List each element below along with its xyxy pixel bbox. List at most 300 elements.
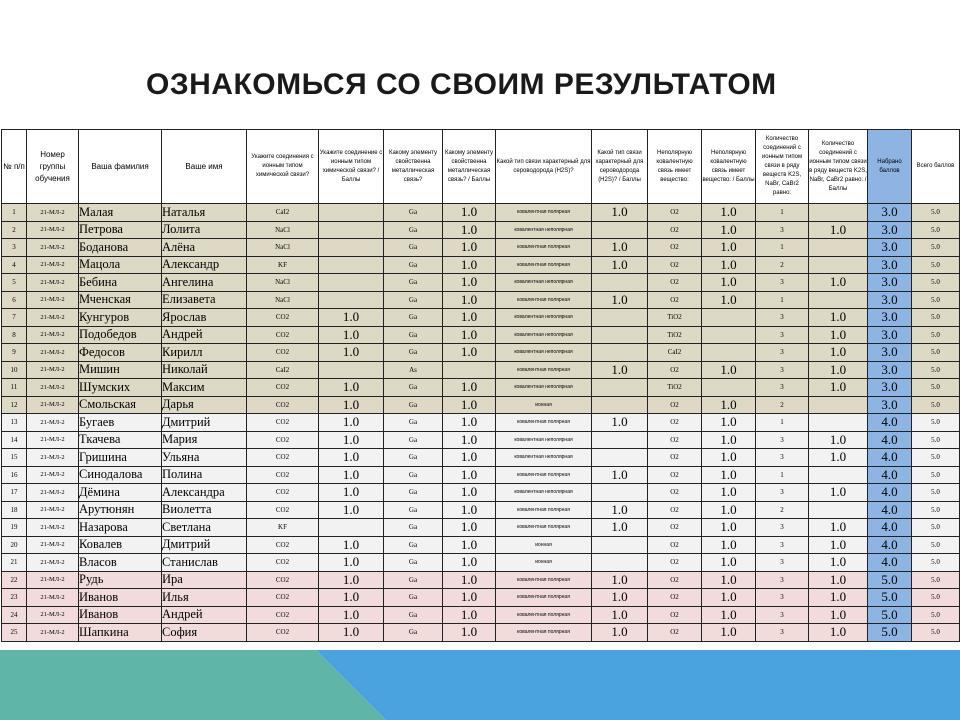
last-name-cell: Федосов bbox=[79, 344, 162, 362]
score-ionic-count-cell: 1.0 bbox=[809, 221, 868, 239]
answer-ionic-compound-cell: CO2 bbox=[247, 414, 319, 432]
answer-nonpolar-substance-cell: TiO2 bbox=[648, 309, 702, 327]
group-number-cell: 21-МЛ-2 bbox=[27, 624, 79, 642]
answer-ionic-compound-cell: CO2 bbox=[247, 554, 319, 572]
score-ionic-count-cell: 1.0 bbox=[809, 484, 868, 502]
table-row bbox=[2, 379, 960, 397]
max-score-cell: 5.0 bbox=[912, 379, 960, 397]
score-h2s-bond-cell: 1.0 bbox=[592, 624, 648, 642]
answer-ionic-compound-cell: CO2 bbox=[247, 571, 319, 589]
answer-ionic-compound-cell: CO2 bbox=[247, 379, 319, 397]
answer-ionic-count-cell: 3 bbox=[756, 589, 809, 607]
score-ionic-compound-cell bbox=[319, 291, 384, 309]
score-metallic-element-cell: 1.0 bbox=[443, 344, 496, 362]
table-row bbox=[2, 204, 960, 222]
answer-nonpolar-substance-cell: O2 bbox=[648, 396, 702, 414]
table-header-row bbox=[2, 130, 960, 204]
score-h2s-bond-cell bbox=[592, 309, 648, 327]
first-name-cell: Виолетта bbox=[162, 501, 247, 519]
score-ionic-compound-cell: 1.0 bbox=[319, 326, 384, 344]
answer-metallic-element-cell: Ga bbox=[384, 519, 443, 537]
answer-nonpolar-substance-cell: O2 bbox=[648, 414, 702, 432]
answer-metallic-element-cell: Ga bbox=[384, 256, 443, 274]
answer-metallic-element-cell: Ga bbox=[384, 449, 443, 467]
score-metallic-element-cell: 1.0 bbox=[443, 571, 496, 589]
group-number-cell: 21-МЛ-2 bbox=[27, 309, 79, 327]
score-metallic-element-cell: 1.0 bbox=[443, 396, 496, 414]
answer-ionic-count-cell: 3 bbox=[756, 274, 809, 292]
score-metallic-element-cell bbox=[443, 361, 496, 379]
answer-nonpolar-substance-cell: CaI2 bbox=[648, 344, 702, 362]
answer-h2s-bond-cell: ковалентная полярная bbox=[496, 361, 592, 379]
score-metallic-element-cell: 1.0 bbox=[443, 536, 496, 554]
answer-nonpolar-substance-cell: O2 bbox=[648, 449, 702, 467]
score-h2s-bond-cell bbox=[592, 431, 648, 449]
score-h2s-bond-cell: 1.0 bbox=[592, 361, 648, 379]
last-name-cell: Арутюнян bbox=[79, 501, 162, 519]
answer-nonpolar-substance-cell: O2 bbox=[648, 536, 702, 554]
row-number-cell: 16 bbox=[2, 466, 27, 484]
last-name-cell: Власов bbox=[79, 554, 162, 572]
table-row bbox=[2, 291, 960, 309]
header-cell: Какому элементу свойственна металлическая связь? bbox=[384, 130, 443, 204]
max-score-cell: 5.0 bbox=[912, 221, 960, 239]
score-metallic-element-cell: 1.0 bbox=[443, 624, 496, 642]
last-name-cell: Подобедов bbox=[79, 326, 162, 344]
last-name-cell: Дёмина bbox=[79, 484, 162, 502]
row-number-cell: 14 bbox=[2, 431, 27, 449]
score-ionic-count-cell: 1.0 bbox=[809, 431, 868, 449]
group-number-cell: 21-МЛ-2 bbox=[27, 571, 79, 589]
header-cell: Какому элементу свойственна металлическая связь? / Баллы bbox=[443, 130, 496, 204]
answer-ionic-compound-cell: CO2 bbox=[247, 466, 319, 484]
answer-nonpolar-substance-cell: O2 bbox=[648, 256, 702, 274]
total-score-cell: 4.0 bbox=[868, 466, 912, 484]
group-number-cell: 21-МЛ-2 bbox=[27, 221, 79, 239]
score-ionic-compound-cell: 1.0 bbox=[319, 571, 384, 589]
answer-metallic-element-cell: Ga bbox=[384, 466, 443, 484]
score-nonpolar-substance-cell bbox=[702, 326, 756, 344]
score-ionic-compound-cell: 1.0 bbox=[319, 431, 384, 449]
total-score-cell: 4.0 bbox=[868, 484, 912, 502]
first-name-cell: Алёна bbox=[162, 239, 247, 257]
max-score-cell: 5.0 bbox=[912, 309, 960, 327]
answer-ionic-count-cell: 1 bbox=[756, 239, 809, 257]
score-ionic-count-cell: 1.0 bbox=[809, 326, 868, 344]
answer-h2s-bond-cell: ковалентная неполярная bbox=[496, 221, 592, 239]
answer-ionic-count-cell: 3 bbox=[756, 571, 809, 589]
score-h2s-bond-cell bbox=[592, 536, 648, 554]
answer-ionic-compound-cell: CaI2 bbox=[247, 204, 319, 222]
answer-ionic-compound-cell: CO2 bbox=[247, 326, 319, 344]
score-metallic-element-cell: 1.0 bbox=[443, 309, 496, 327]
answer-h2s-bond-cell: ковалентная полярная bbox=[496, 291, 592, 309]
answer-h2s-bond-cell: ковалентная неполярная bbox=[496, 309, 592, 327]
score-ionic-compound-cell: 1.0 bbox=[319, 554, 384, 572]
last-name-cell: Шапкина bbox=[79, 624, 162, 642]
score-ionic-count-cell bbox=[809, 466, 868, 484]
score-ionic-count-cell bbox=[809, 501, 868, 519]
answer-ionic-compound-cell: NaCl bbox=[247, 221, 319, 239]
score-h2s-bond-cell: 1.0 bbox=[592, 519, 648, 537]
score-ionic-count-cell bbox=[809, 239, 868, 257]
total-score-cell: 3.0 bbox=[868, 239, 912, 257]
score-metallic-element-cell: 1.0 bbox=[443, 606, 496, 624]
row-number-cell: 4 bbox=[2, 256, 27, 274]
max-score-cell: 5.0 bbox=[912, 256, 960, 274]
answer-ionic-count-cell: 1 bbox=[756, 204, 809, 222]
score-h2s-bond-cell bbox=[592, 554, 648, 572]
answer-ionic-compound-cell: CO2 bbox=[247, 309, 319, 327]
total-score-cell: 4.0 bbox=[868, 501, 912, 519]
answer-ionic-count-cell: 3 bbox=[756, 379, 809, 397]
last-name-cell: Боданова bbox=[79, 239, 162, 257]
answer-nonpolar-substance-cell: O2 bbox=[648, 431, 702, 449]
first-name-cell: Светлана bbox=[162, 519, 247, 537]
table-row bbox=[2, 606, 960, 624]
max-score-cell: 5.0 bbox=[912, 624, 960, 642]
answer-metallic-element-cell: Ga bbox=[384, 326, 443, 344]
max-score-cell: 5.0 bbox=[912, 239, 960, 257]
total-score-cell: 3.0 bbox=[868, 309, 912, 327]
score-nonpolar-substance-cell: 1.0 bbox=[702, 204, 756, 222]
answer-h2s-bond-cell: ионная bbox=[496, 396, 592, 414]
last-name-cell: Мацола bbox=[79, 256, 162, 274]
answer-nonpolar-substance-cell: O2 bbox=[648, 554, 702, 572]
score-metallic-element-cell: 1.0 bbox=[443, 274, 496, 292]
score-ionic-count-cell: 1.0 bbox=[809, 449, 868, 467]
answer-nonpolar-substance-cell: O2 bbox=[648, 589, 702, 607]
answer-nonpolar-substance-cell: O2 bbox=[648, 466, 702, 484]
score-h2s-bond-cell: 1.0 bbox=[592, 291, 648, 309]
max-score-cell: 5.0 bbox=[912, 274, 960, 292]
score-ionic-count-cell: 1.0 bbox=[809, 309, 868, 327]
table-row bbox=[2, 519, 960, 537]
score-nonpolar-substance-cell: 1.0 bbox=[702, 484, 756, 502]
group-number-cell: 21-МЛ-2 bbox=[27, 484, 79, 502]
score-metallic-element-cell: 1.0 bbox=[443, 379, 496, 397]
total-score-cell: 5.0 bbox=[868, 606, 912, 624]
answer-nonpolar-substance-cell: O2 bbox=[648, 361, 702, 379]
max-score-cell: 5.0 bbox=[912, 484, 960, 502]
header-cell: Количество соединений с ионным типом связи в ряду веществ K2S, NaBr, CaBr2 равно: bbox=[756, 130, 809, 204]
table-row bbox=[2, 571, 960, 589]
answer-ionic-compound-cell: CO2 bbox=[247, 589, 319, 607]
answer-ionic-compound-cell: CO2 bbox=[247, 624, 319, 642]
group-number-cell: 21-МЛ-2 bbox=[27, 326, 79, 344]
score-metallic-element-cell: 1.0 bbox=[443, 554, 496, 572]
score-h2s-bond-cell bbox=[592, 274, 648, 292]
answer-metallic-element-cell: Ga bbox=[384, 536, 443, 554]
group-number-cell: 21-МЛ-2 bbox=[27, 431, 79, 449]
table-row bbox=[2, 449, 960, 467]
first-name-cell: Ира bbox=[162, 571, 247, 589]
first-name-cell: Кирилл bbox=[162, 344, 247, 362]
answer-metallic-element-cell: Ga bbox=[384, 204, 443, 222]
last-name-cell: Рудь bbox=[79, 571, 162, 589]
score-h2s-bond-cell bbox=[592, 326, 648, 344]
group-number-cell: 21-МЛ-2 bbox=[27, 414, 79, 432]
answer-ionic-count-cell: 3 bbox=[756, 361, 809, 379]
first-name-cell: София bbox=[162, 624, 247, 642]
answer-h2s-bond-cell: ионная bbox=[496, 554, 592, 572]
answer-ionic-count-cell: 2 bbox=[756, 256, 809, 274]
answer-nonpolar-substance-cell: O2 bbox=[648, 221, 702, 239]
answer-metallic-element-cell: Ga bbox=[384, 606, 443, 624]
score-h2s-bond-cell: 1.0 bbox=[592, 239, 648, 257]
answer-ionic-count-cell: 2 bbox=[756, 501, 809, 519]
score-ionic-count-cell bbox=[809, 256, 868, 274]
score-nonpolar-substance-cell: 1.0 bbox=[702, 256, 756, 274]
answer-h2s-bond-cell: ковалентная полярная bbox=[496, 204, 592, 222]
total-score-cell: 3.0 bbox=[868, 274, 912, 292]
score-ionic-compound-cell bbox=[319, 361, 384, 379]
table-row bbox=[2, 554, 960, 572]
first-name-cell: Дарья bbox=[162, 396, 247, 414]
header-cell: Укажите соединение с ионным типом химической связи? / Баллы bbox=[319, 130, 384, 204]
score-ionic-compound-cell bbox=[319, 204, 384, 222]
answer-ionic-compound-cell: CaI2 bbox=[247, 361, 319, 379]
answer-h2s-bond-cell: ковалентная неполярная bbox=[496, 344, 592, 362]
answer-ionic-compound-cell: CO2 bbox=[247, 501, 319, 519]
score-metallic-element-cell: 1.0 bbox=[443, 326, 496, 344]
max-score-cell: 5.0 bbox=[912, 449, 960, 467]
row-number-cell: 10 bbox=[2, 361, 27, 379]
group-number-cell: 21-МЛ-2 bbox=[27, 536, 79, 554]
score-nonpolar-substance-cell: 1.0 bbox=[702, 501, 756, 519]
total-score-cell: 4.0 bbox=[868, 519, 912, 537]
score-nonpolar-substance-cell: 1.0 bbox=[702, 536, 756, 554]
answer-nonpolar-substance-cell: O2 bbox=[648, 606, 702, 624]
first-name-cell: Максим bbox=[162, 379, 247, 397]
table-row bbox=[2, 256, 960, 274]
score-nonpolar-substance-cell: 1.0 bbox=[702, 361, 756, 379]
answer-nonpolar-substance-cell: O2 bbox=[648, 291, 702, 309]
score-ionic-count-cell: 1.0 bbox=[809, 624, 868, 642]
answer-ionic-count-cell: 3 bbox=[756, 606, 809, 624]
score-ionic-count-cell: 1.0 bbox=[809, 606, 868, 624]
group-number-cell: 21-МЛ-2 bbox=[27, 554, 79, 572]
answer-ionic-count-cell: 3 bbox=[756, 554, 809, 572]
answer-ionic-compound-cell: NaCl bbox=[247, 239, 319, 257]
answer-nonpolar-substance-cell: O2 bbox=[648, 571, 702, 589]
total-score-cell: 4.0 bbox=[868, 536, 912, 554]
max-score-cell: 5.0 bbox=[912, 344, 960, 362]
first-name-cell: Полина bbox=[162, 466, 247, 484]
max-score-cell: 5.0 bbox=[912, 589, 960, 607]
total-score-cell: 3.0 bbox=[868, 291, 912, 309]
table-row bbox=[2, 466, 960, 484]
first-name-cell: Наталья bbox=[162, 204, 247, 222]
answer-ionic-compound-cell: NaCl bbox=[247, 274, 319, 292]
row-number-cell: 18 bbox=[2, 501, 27, 519]
score-h2s-bond-cell: 1.0 bbox=[592, 204, 648, 222]
first-name-cell: Елизавета bbox=[162, 291, 247, 309]
first-name-cell: Ангелина bbox=[162, 274, 247, 292]
answer-ionic-count-cell: 2 bbox=[756, 396, 809, 414]
group-number-cell: 21-МЛ-2 bbox=[27, 344, 79, 362]
answer-metallic-element-cell: Ga bbox=[384, 554, 443, 572]
group-number-cell: 21-МЛ-2 bbox=[27, 239, 79, 257]
first-name-cell: Мария bbox=[162, 431, 247, 449]
table-row bbox=[2, 221, 960, 239]
score-nonpolar-substance-cell: 1.0 bbox=[702, 554, 756, 572]
answer-nonpolar-substance-cell: O2 bbox=[648, 204, 702, 222]
table-row bbox=[2, 239, 960, 257]
answer-h2s-bond-cell: ковалентная полярная bbox=[496, 414, 592, 432]
score-ionic-count-cell: 1.0 bbox=[809, 554, 868, 572]
last-name-cell: Назарова bbox=[79, 519, 162, 537]
first-name-cell: Александра bbox=[162, 484, 247, 502]
score-h2s-bond-cell: 1.0 bbox=[592, 501, 648, 519]
row-number-cell: 3 bbox=[2, 239, 27, 257]
score-nonpolar-substance-cell: 1.0 bbox=[702, 396, 756, 414]
last-name-cell: Иванов bbox=[79, 606, 162, 624]
table-row bbox=[2, 344, 960, 362]
max-score-cell: 5.0 bbox=[912, 414, 960, 432]
score-h2s-bond-cell: 1.0 bbox=[592, 466, 648, 484]
answer-ionic-count-cell: 3 bbox=[756, 309, 809, 327]
teal-triangle bbox=[0, 650, 316, 720]
row-number-cell: 9 bbox=[2, 344, 27, 362]
score-metallic-element-cell: 1.0 bbox=[443, 239, 496, 257]
answer-nonpolar-substance-cell: O2 bbox=[648, 519, 702, 537]
total-score-cell: 3.0 bbox=[868, 379, 912, 397]
max-score-cell: 5.0 bbox=[912, 361, 960, 379]
score-nonpolar-substance-cell: 1.0 bbox=[702, 466, 756, 484]
score-ionic-compound-cell bbox=[319, 256, 384, 274]
answer-h2s-bond-cell: ковалентная полярная bbox=[496, 501, 592, 519]
score-ionic-compound-cell: 1.0 bbox=[319, 536, 384, 554]
score-nonpolar-substance-cell: 1.0 bbox=[702, 624, 756, 642]
answer-h2s-bond-cell: ковалентная неполярная bbox=[496, 431, 592, 449]
last-name-cell: Ковалев bbox=[79, 536, 162, 554]
answer-h2s-bond-cell: ковалентная неполярная bbox=[496, 379, 592, 397]
group-number-cell: 21-МЛ-2 bbox=[27, 291, 79, 309]
max-score-cell: 5.0 bbox=[912, 291, 960, 309]
row-number-cell: 1 bbox=[2, 204, 27, 222]
score-ionic-count-cell bbox=[809, 396, 868, 414]
score-h2s-bond-cell bbox=[592, 449, 648, 467]
first-name-cell: Илья bbox=[162, 589, 247, 607]
header-cell: Ваше имя bbox=[162, 130, 247, 204]
score-metallic-element-cell: 1.0 bbox=[443, 291, 496, 309]
row-number-cell: 24 bbox=[2, 606, 27, 624]
score-h2s-bond-cell: 1.0 bbox=[592, 414, 648, 432]
score-nonpolar-substance-cell: 1.0 bbox=[702, 571, 756, 589]
header-cell: Укажите соединения с ионным типом химической связи? bbox=[247, 130, 319, 204]
score-h2s-bond-cell bbox=[592, 344, 648, 362]
answer-ionic-count-cell: 3 bbox=[756, 449, 809, 467]
answer-ionic-count-cell: 1 bbox=[756, 291, 809, 309]
max-score-cell: 5.0 bbox=[912, 431, 960, 449]
answer-ionic-count-cell: 3 bbox=[756, 484, 809, 502]
score-ionic-compound-cell: 1.0 bbox=[319, 606, 384, 624]
group-number-cell: 21-МЛ-2 bbox=[27, 379, 79, 397]
score-metallic-element-cell: 1.0 bbox=[443, 449, 496, 467]
group-number-cell: 21-МЛ-2 bbox=[27, 396, 79, 414]
total-score-cell: 5.0 bbox=[868, 589, 912, 607]
group-number-cell: 21-МЛ-2 bbox=[27, 361, 79, 379]
answer-metallic-element-cell: Ga bbox=[384, 571, 443, 589]
total-score-cell: 4.0 bbox=[868, 431, 912, 449]
max-score-cell: 5.0 bbox=[912, 519, 960, 537]
table-row bbox=[2, 274, 960, 292]
max-score-cell: 5.0 bbox=[912, 536, 960, 554]
answer-nonpolar-substance-cell: O2 bbox=[648, 274, 702, 292]
last-name-cell: Бебина bbox=[79, 274, 162, 292]
table-body bbox=[2, 204, 960, 642]
last-name-cell: Кунгуров bbox=[79, 309, 162, 327]
score-nonpolar-substance-cell bbox=[702, 344, 756, 362]
score-nonpolar-substance-cell: 1.0 bbox=[702, 291, 756, 309]
header-cell: Ваша фамилия bbox=[79, 130, 162, 204]
answer-metallic-element-cell: Ga bbox=[384, 624, 443, 642]
answer-ionic-compound-cell: NaCl bbox=[247, 291, 319, 309]
row-number-cell: 19 bbox=[2, 519, 27, 537]
first-name-cell: Лолита bbox=[162, 221, 247, 239]
answer-metallic-element-cell: Ga bbox=[384, 379, 443, 397]
group-number-cell: 21-МЛ-2 bbox=[27, 466, 79, 484]
total-score-cell: 3.0 bbox=[868, 361, 912, 379]
row-number-cell: 20 bbox=[2, 536, 27, 554]
score-h2s-bond-cell: 1.0 bbox=[592, 571, 648, 589]
max-score-cell: 5.0 bbox=[912, 554, 960, 572]
score-ionic-compound-cell bbox=[319, 239, 384, 257]
answer-ionic-count-cell: 3 bbox=[756, 624, 809, 642]
first-name-cell: Андрей bbox=[162, 326, 247, 344]
score-nonpolar-substance-cell: 1.0 bbox=[702, 239, 756, 257]
answer-h2s-bond-cell: ковалентная неполярная bbox=[496, 274, 592, 292]
answer-ionic-count-cell: 3 bbox=[756, 221, 809, 239]
table-row bbox=[2, 361, 960, 379]
max-score-cell: 5.0 bbox=[912, 606, 960, 624]
answer-nonpolar-substance-cell: O2 bbox=[648, 501, 702, 519]
last-name-cell: Мченская bbox=[79, 291, 162, 309]
last-name-cell: Мишин bbox=[79, 361, 162, 379]
first-name-cell: Дмитрий bbox=[162, 536, 247, 554]
answer-h2s-bond-cell: ковалентная полярная bbox=[496, 519, 592, 537]
last-name-cell: Смольская bbox=[79, 396, 162, 414]
table-row bbox=[2, 589, 960, 607]
answer-h2s-bond-cell: ковалентная полярная bbox=[496, 571, 592, 589]
total-score-cell: 5.0 bbox=[868, 571, 912, 589]
answer-metallic-element-cell: Ga bbox=[384, 414, 443, 432]
header-cell: Какой тип связи характерный для сероводорода (H2S)? bbox=[496, 130, 592, 204]
score-metallic-element-cell: 1.0 bbox=[443, 204, 496, 222]
row-number-cell: 11 bbox=[2, 379, 27, 397]
score-metallic-element-cell: 1.0 bbox=[443, 589, 496, 607]
last-name-cell: Бугаев bbox=[79, 414, 162, 432]
total-score-cell: 4.0 bbox=[868, 449, 912, 467]
answer-nonpolar-substance-cell: O2 bbox=[648, 624, 702, 642]
row-number-cell: 21 bbox=[2, 554, 27, 572]
score-ionic-count-cell: 1.0 bbox=[809, 571, 868, 589]
score-metallic-element-cell: 1.0 bbox=[443, 414, 496, 432]
total-score-cell: 3.0 bbox=[868, 204, 912, 222]
score-ionic-compound-cell: 1.0 bbox=[319, 379, 384, 397]
row-number-cell: 23 bbox=[2, 589, 27, 607]
first-name-cell: Николай bbox=[162, 361, 247, 379]
score-metallic-element-cell: 1.0 bbox=[443, 431, 496, 449]
group-number-cell: 21-МЛ-2 bbox=[27, 256, 79, 274]
table-row bbox=[2, 484, 960, 502]
score-h2s-bond-cell bbox=[592, 221, 648, 239]
answer-ionic-compound-cell: CO2 bbox=[247, 449, 319, 467]
score-ionic-compound-cell bbox=[319, 519, 384, 537]
header-cell: Набрано баллов bbox=[868, 130, 912, 204]
score-nonpolar-substance-cell: 1.0 bbox=[702, 414, 756, 432]
